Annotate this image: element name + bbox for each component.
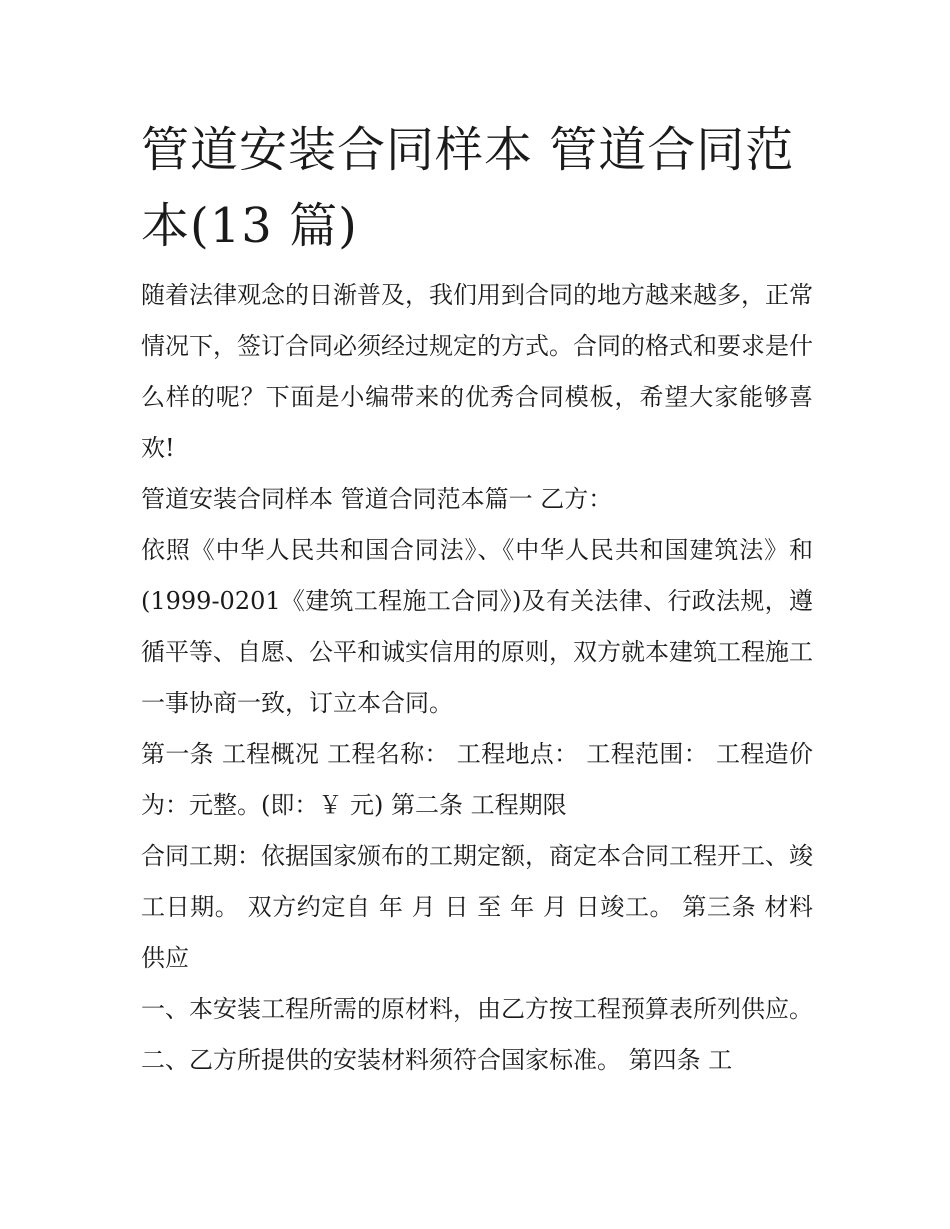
article-1-project-overview: 第一条 工程概况 工程名称： 工程地点： 工程范围： 工程造价为：元整。(即：￥ 元) 第二条 工程期限 bbox=[141, 740, 813, 819]
legal-basis-paragraph: 依照《中华人民共和国合同法》、《中华人民共和国建筑法》和(1999-0201《建筑工程施工合同》)及有关法律、行政法规，遵循平等、自愿、公平和诚实信用的原则，双方就本建筑工程施工一事协商一致，订立本合同。 bbox=[141, 536, 813, 717]
document-title: 管道安装合同样本 管道合同范本(13 篇) bbox=[141, 122, 795, 254]
document-body bbox=[141, 112, 813, 1086]
material-supply-paragraph: 一、本安装工程所需的原材料，由乙方按工程预算表所列供应。 二、乙方所提供的安装材料须符合国家标准。 第四条 工 bbox=[141, 995, 813, 1074]
section-heading-party-b: 管道安装合同样本 管道合同范本篇一 乙方： bbox=[141, 485, 613, 513]
intro-paragraph: 随着法律观念的日渐普及，我们用到合同的地方越来越多，正常情况下，签订合同必须经过规定的方式。合同的格式和要求是什么样的呢？下面是小编带来的优秀合同模板，希望大家能够喜欢! bbox=[141, 281, 813, 462]
contract-period-paragraph: 合同工期：依据国家颁布的工期定额，商定本合同工程开工、竣工日期。 双方约定自 年 月 日 至 年 月 日竣工。 第三条 材料供应 bbox=[141, 842, 813, 972]
